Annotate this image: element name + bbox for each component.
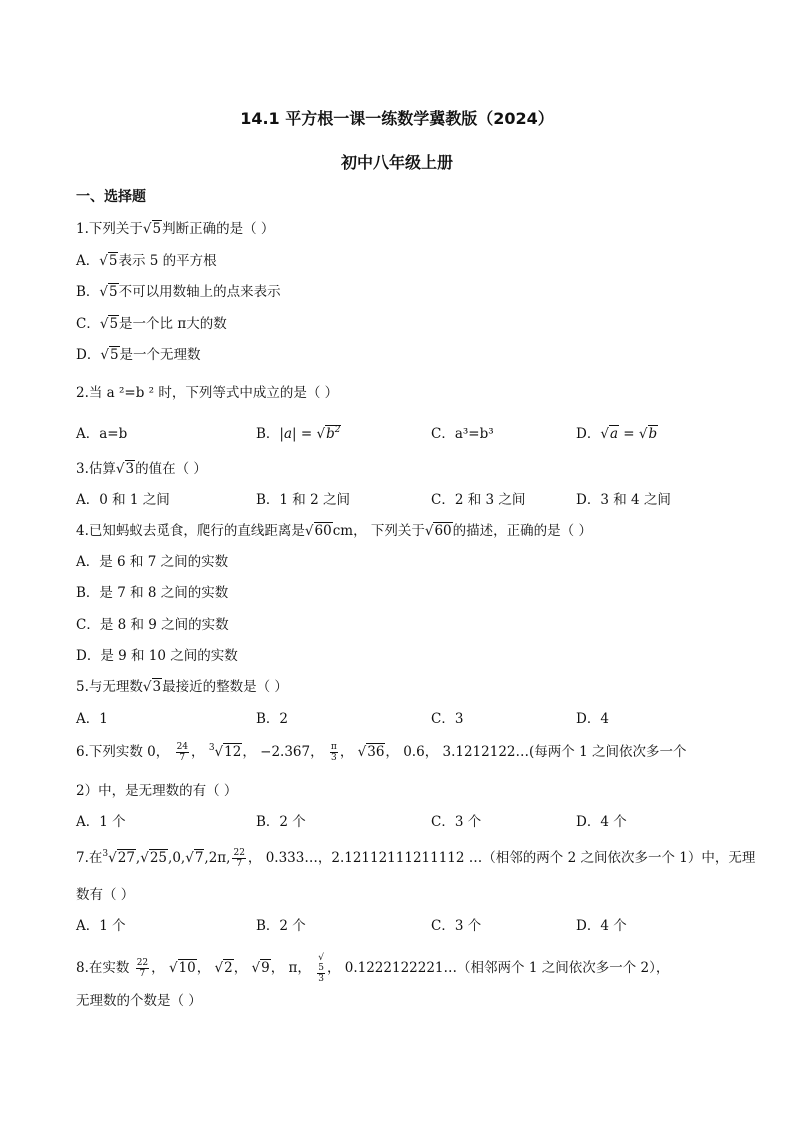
page-subtitle: 初中八年级上册 (340, 153, 453, 172)
question-2-option-a: A．a=b (76, 426, 128, 442)
question-8-stem: 8.在实数 $\frac{22}{7}$ ， √10， √2， √9， π， √ 5 3 ， 0.1222122221…（相邻两个 1 之间依次多一个 2）， (76, 953, 670, 984)
question-3-stem: 3.估算√3的值在（ ） (76, 461, 207, 477)
question-6-option-d: D．4 个 (576, 814, 627, 830)
question-7-option-b: B．2 个 (256, 918, 306, 934)
question-3-option-b: B．1 和 2 之间 (256, 492, 350, 508)
question-2-option-d: D．√a = √b (576, 426, 658, 442)
question-1-stem: 1.下列关于√5判断正确的是（ ） (76, 221, 275, 237)
question-7-option-d: D．4 个 (576, 918, 627, 934)
question-2-option-c: C．a³=b³ (431, 426, 494, 442)
question-7-stem-line-2: 数有（ ） (76, 887, 135, 903)
section-heading: 一、选择题 (76, 189, 146, 205)
question-3-option-a: A．0 和 1 之间 (76, 492, 170, 508)
question-7-stem: 7.在$^3$√27,√25,0,√7,2π, $\frac{22}{7}$ ， 0.333…，2.12112111211112 …（相邻的两个 2 之间依次多一个 1）中，无理 (76, 848, 756, 869)
question-6-option-a: A．1 个 (76, 814, 126, 830)
question-1-option-a: A．√5表示 5 的平方根 (76, 253, 217, 269)
question-1-option-d: D．√5是一个无理数 (76, 347, 201, 363)
question-1-option-b: B．√5不可以用数轴上的点来表示 (76, 284, 281, 300)
question-7-option-c: C．3 个 (431, 918, 482, 934)
question-8-stem-line-2: 无理数的个数是（ ） (76, 993, 202, 1009)
question-2-option-b: B．$|a| = √b^2$ (256, 425, 341, 442)
question-4-stem: 4.已知蚂蚁去觅食，爬行的直线距离是√60cm， 下列关于√60的描述，正确的是（ ） (76, 523, 592, 539)
question-5-option-c: C．3 (431, 711, 464, 727)
question-6-option-c: C．3 个 (431, 814, 482, 830)
question-5-stem: 5.与无理数√3最接近的整数是（ ） (76, 679, 288, 695)
page-title: 14.1 平方根一课一练数学冀教版（2024） (240, 109, 554, 128)
question-6-stem: 6.下列实数 0， $\frac{24}{7}$ ， $^3$√12， −2.367， $\frac{\pi}{3}$ ， √36， 0.6， 3.1212122…(每两个 1 之间依次多一个 (76, 742, 687, 763)
question-3-option-d: D．3 和 4 之间 (576, 492, 671, 508)
question-5-option-a: A．1 (76, 711, 108, 727)
question-2-stem: 2.当 a ²=b ² 时，下列等式中成立的是（ ） (76, 385, 339, 401)
question-6-option-b: B．2 个 (256, 814, 306, 830)
question-6-stem-line-2: 2）中，是无理数的有（ ） (76, 783, 238, 799)
question-5-option-d: D．4 (576, 711, 609, 727)
question-3-option-c: C．2 和 3 之间 (431, 492, 526, 508)
question-4-option-a: A．是 6 和 7 之间的实数 (76, 554, 229, 570)
question-1-option-c: C．√5是一个比 π大的数 (76, 316, 227, 332)
question-4-option-b: B．是 7 和 8 之间的实数 (76, 585, 229, 601)
question-4-option-c: C．是 8 和 9 之间的实数 (76, 617, 229, 633)
question-5-option-b: B．2 (256, 711, 289, 727)
question-4-option-d: D．是 9 和 10 之间的实数 (76, 648, 238, 664)
question-7-option-a: A．1 个 (76, 918, 126, 934)
